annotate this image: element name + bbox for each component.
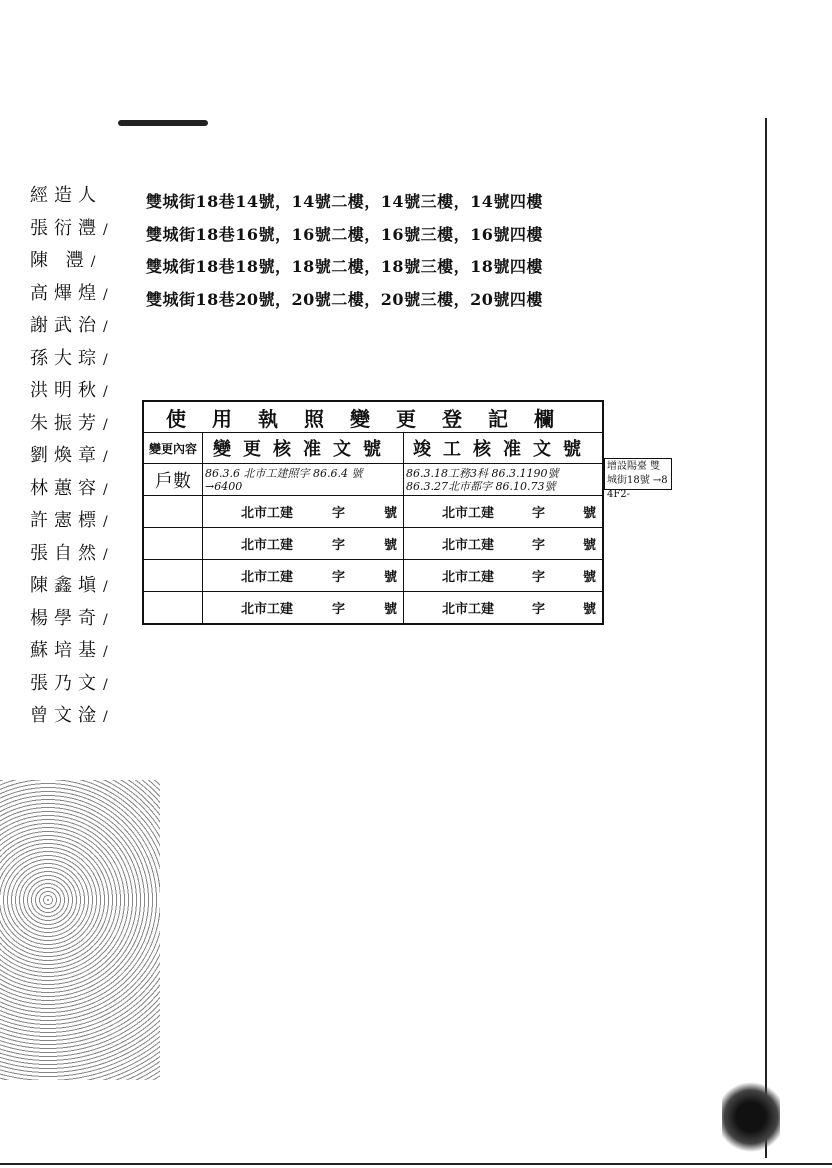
usage-license-change-table — [142, 400, 604, 625]
address-list — [146, 186, 543, 316]
scan-edge-top — [118, 120, 208, 126]
name-item: 劉煥章/ — [30, 445, 108, 466]
name-item: 許憲標/ — [30, 510, 108, 531]
handwritten-completion-1: 86.3.18工務3科 86.3.1190號 — [406, 466, 559, 480]
handwritten-completion-cell — [404, 464, 604, 496]
builder-name-list — [30, 180, 120, 733]
address-line: 雙城街18巷20號，20號二樓，20號三樓，20號四樓 — [146, 289, 543, 309]
name-item: 經造人 — [30, 185, 102, 206]
approval-cell: 北市工建 字 號 — [203, 592, 404, 625]
name-item: 張自然/ — [30, 542, 108, 564]
approval-cell: 北市工建 字 號 — [203, 496, 404, 528]
table-title: 使用執照變更登記欄 — [143, 401, 603, 433]
name-item: 張乃文/ — [30, 672, 108, 694]
name-item: 高熚煌/ — [30, 282, 108, 304]
completion-cell: 北市工建 字 號 — [404, 496, 604, 528]
name-item: 陳鑫塡/ — [30, 575, 108, 596]
address-line: 雙城街18巷14號，14號二樓，14號三樓，14號四樓 — [146, 192, 543, 211]
name-item: 孫大琮/ — [30, 347, 108, 369]
approval-cell: 北市工建 字 號 — [203, 528, 404, 560]
row-label-empty — [143, 560, 203, 592]
name-item: 謝武治/ — [30, 315, 108, 336]
row-label-empty — [143, 592, 203, 625]
name-item: 楊學奇/ — [30, 607, 108, 629]
row-label-households: 戶數 — [143, 464, 203, 496]
page-bottom-rule — [0, 1163, 832, 1165]
completion-cell: 北市工建 字 號 — [404, 592, 604, 625]
handwritten-approval-cell — [203, 464, 404, 496]
scan-speckle — [0, 780, 160, 1080]
name-item: 陳 灃/ — [30, 250, 96, 271]
name-item: 朱振芳/ — [30, 412, 108, 434]
ink-blot — [722, 1078, 780, 1156]
address-line: 雙城街18巷16號，16號二樓，16號三樓，16號四樓 — [146, 224, 543, 244]
approval-cell: 北市工建 字 號 — [203, 560, 404, 592]
address-line: 雙城街18巷18號，18號二樓，18號三樓，18號四樓 — [146, 257, 543, 276]
handwritten-completion-2: 86.3.27北市都字 86.10.73號 — [406, 479, 556, 493]
completion-cell: 北市工建 字 號 — [404, 560, 604, 592]
name-item: 蘇培基/ — [30, 640, 108, 661]
name-item: 林蕙容/ — [30, 477, 108, 499]
overflow-handwritten-note: 增設陽臺 雙城街18號 →8 4F2- — [604, 458, 672, 490]
name-item: 曾文淦/ — [30, 705, 108, 726]
header-change-approval-no: 變更核准文號 — [203, 433, 404, 464]
scan-edge-right — [765, 118, 767, 1158]
header-completion-approval-no: 竣工核准文號 — [404, 433, 604, 464]
name-item: 洪明秋/ — [30, 380, 108, 401]
completion-cell: 北市工建 字 號 — [404, 528, 604, 560]
header-change-content: 變更內容 — [143, 433, 203, 464]
row-label-empty — [143, 528, 203, 560]
name-item: 張衍灃/ — [30, 217, 108, 239]
handwritten-approval: 86.3.6 北市工建照字 86.6.4 號 →6400 — [205, 466, 363, 493]
row-label-empty — [143, 496, 203, 528]
